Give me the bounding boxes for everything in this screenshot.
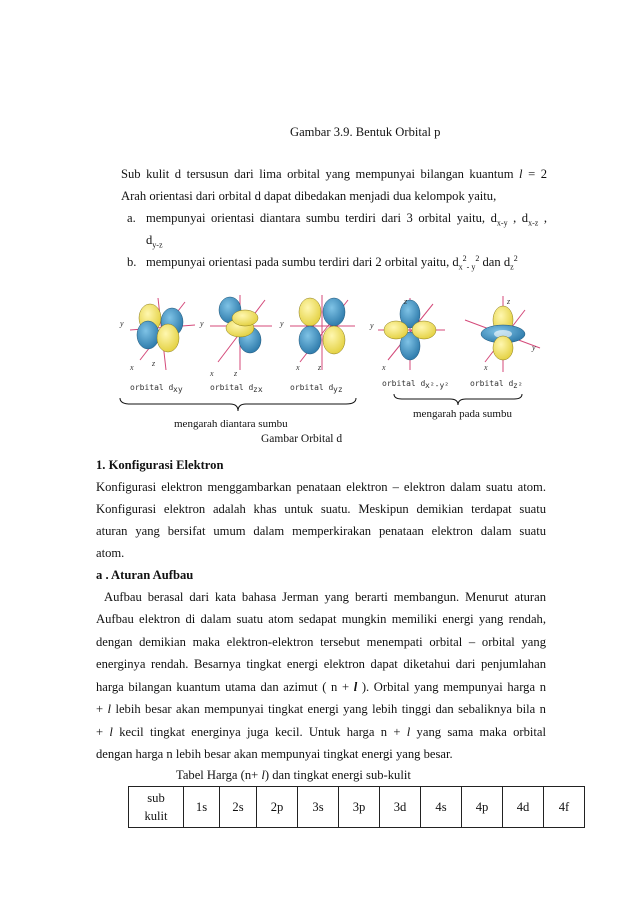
axis-x-5: x [484,363,488,372]
orbital-dxy-drawing [119,298,195,394]
list-a-sub-1: x-y [496,218,508,228]
table-caption-l: l [261,768,265,782]
orbital-sub-4: x²-y² [425,381,450,390]
table-cell-4p: 4p [462,787,503,828]
axis-y-1: y [120,319,124,328]
orbital-label-4: orbital d [382,379,426,388]
brace-left-text: mengarah diantara sumbu [174,418,288,430]
table-caption-b: ) dan tingkat energi sub-kulit [264,768,411,782]
section-1-line-4: atom. [96,546,125,560]
table-cell-3p: 3p [339,787,380,828]
section-1-heading: 1. Konfigurasi Elektron [96,458,224,472]
section-1-line-3: aturan yang bersifat umum dalam memperkirakan penataan elektron dalam suatu [96,524,546,538]
orbital-sub-3: yz [333,385,343,394]
table-row [129,787,585,828]
figure-caption-p: Gambar 3.9. Bentuk Orbital p [290,125,441,139]
table-caption [176,765,411,785]
table-cell-2p: 2p [257,787,298,828]
axis-y-3: y [280,319,284,328]
axis-x-3: x [296,363,300,372]
line-5-l: l [353,680,358,694]
axis-x-1: x [130,363,134,372]
line-7-c: yang sama maka orbital [410,725,546,739]
intro-l-symbol: l [519,167,523,181]
intro-line-1 [121,164,547,184]
section-a-line-5 [96,677,546,697]
list-b-mid: dan d [479,255,511,269]
orbital-dx2y2-drawing [369,297,449,390]
brace-left [118,396,358,414]
section-a-line-1: Aufbau berasal dari kata bahasa Jerman yang berarti membangun. Menurut aturan [104,590,546,604]
line-7-b: kecil tingkat energinya juga kecil. Untuk harga n + [112,725,407,739]
list-b-marker: b. [127,255,137,269]
line-7-a: + [96,725,110,739]
list-a-sub-2: x-z [528,218,539,228]
section-a-heading: a . Aturan Aufbau [96,568,194,582]
list-b-sup-1b: 2 [475,253,480,263]
section-1-line-2: Konfigurasi elektron adalah khas untuk suatu. Meskipun demikian terdapat suatu [96,502,546,516]
axis-z-2: z [234,369,238,378]
list-b-sup-2: 2 [513,253,518,263]
list-b-text [146,252,518,272]
orbital-dzx-drawing [199,295,272,394]
line-5-b: ). Orbital yang mempunyai harga n [357,680,546,694]
list-b-sub-1b: - y [466,262,476,272]
table-cell-3s: 3s [298,787,339,828]
section-a-line-2: Aufbau elektron di dalam suatu atom sedapat mungkin memiliki energi yang rendah, [96,612,546,626]
orbital-d-figure [100,290,560,400]
list-a-sep: , d [507,211,529,225]
list-b-sup-1: 2 [462,253,467,263]
intro-line-2: Arah orientasi dari orbital d dapat dibedakan menjadi dua kelompok yaitu, [121,189,497,203]
axis-z-1: z [152,359,156,368]
line-6-b: lebih besar akan mempunyai tingkat energi yang lebih tinggi dan sebaliknya bila n [111,702,546,716]
line-5-a: harga bilangan kuantum utama dan azimut ( n + [96,680,354,694]
table-header-top: sub [147,791,165,805]
orbital-dyz-drawing [279,295,355,394]
intro-line-1-text-a: Sub kulit d tersusun dari lima orbital yang mempunyai bilangan kuantum [121,167,520,181]
list-a-continuation [146,230,163,250]
line-6-l: l [107,702,112,716]
table-cell-4f: 4f [544,787,585,828]
section-a-line-8: dengan harga n lebih besar akan mempunyai tingkat energi yang besar. [96,747,453,761]
section-a-line-6 [96,699,546,719]
axis-x-2: x [210,369,214,378]
axis-z-4: z [404,297,408,306]
table-cell-1s: 1s [184,787,220,828]
intro-line-1-text-b: = 2 [522,167,547,181]
brace-right-text: mengarah pada sumbu [413,408,512,420]
axis-x-4: x [382,363,386,372]
axis-z-5: z [507,297,511,306]
section-a-line-4: energinya rendah. Besarnya tingkat energi elektron dapat diketahui dari penjumlahan [96,657,546,671]
orbital-label-5: orbital d [470,379,514,388]
section-a-line-3: dengan demikian maka elektron-elektron tersebut menempati orbital – orbital yang [96,635,546,649]
table-cell-3d: 3d [380,787,421,828]
orbital-label-3: orbital d [290,383,334,392]
orbital-label-1: orbital d [130,383,174,392]
orbital-sub-2: zx [253,385,263,394]
list-a-end: , [538,211,547,225]
table-caption-a: Tabel Harga (n+ [176,768,262,782]
table-header-cell [129,787,184,828]
sub-kulit-table [128,786,585,828]
axis-z-3: z [318,363,322,372]
orbital-sub-5: z² [513,381,523,390]
table-header-bottom: kulit [144,809,168,823]
list-a-main: mempunyai orientasi diantara sumbu terdiri dari 3 orbital yaitu, d [146,211,497,225]
axis-y-4: y [370,321,374,330]
orbital-label-2: orbital d [210,383,254,392]
list-a-marker: a. [127,211,136,225]
list-b-main: mempunyai orientasi pada sumbu terdiri dari 2 orbital yaitu, d [146,255,459,269]
list-b-sub-2: z [510,262,514,272]
axis-y-5: y [532,343,536,352]
table-cell-2s: 2s [220,787,257,828]
list-a-cont-d: d [146,233,153,247]
line-7-l2: l [406,725,411,739]
section-1-line-1: Konfigurasi elektron menggambarkan penataan elektron – elektron dalam suatu atom. [96,480,546,494]
figure-caption-d: Gambar Orbital d [261,433,343,445]
list-b-sub-1: x [458,262,463,272]
orbital-dz2-drawing [465,296,540,390]
line-6-a: + [96,702,108,716]
brace-right [392,392,524,408]
list-a-text [146,208,547,228]
table-cell-4d: 4d [503,787,544,828]
orbital-sub-1: xy [173,385,183,394]
list-a-sub-3: y-z [152,240,163,250]
section-a-line-7 [96,722,546,742]
table-cell-4s: 4s [421,787,462,828]
axis-y-2: y [200,319,204,328]
line-7-l: l [109,725,113,739]
